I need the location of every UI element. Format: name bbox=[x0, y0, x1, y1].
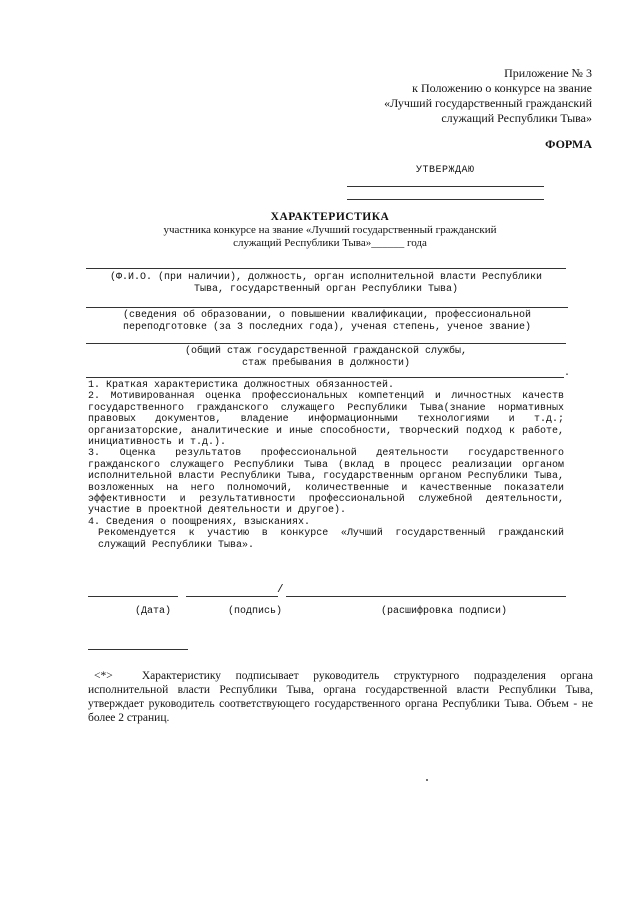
caption-experience-line-1: (общий стаж государственной гражданской службы, bbox=[184, 346, 468, 357]
paragraph-1: 1. Краткая характеристика должностных обязанностей. bbox=[88, 380, 395, 391]
appendix-line-4: служащий Республики Тыва» bbox=[441, 111, 592, 125]
footnote bbox=[88, 669, 593, 725]
approve-line-2 bbox=[347, 199, 544, 200]
field-line-education bbox=[86, 307, 568, 308]
caption-education bbox=[86, 310, 568, 334]
paragraph-3: 3. Оценка результатов профессиональной деятельности государственного гражданского служащего Республики Тыва (вклад в процесс реализации органом исполнительной власти Республики Тыва, государственным органом Республики Тыва, возложенных на него полномочий, количественные и качественные показатели эффективности и результативности профессиональной служебной деятельности, участие в проектной деятельности и другое). bbox=[88, 448, 564, 517]
field-line-experience bbox=[86, 343, 566, 344]
caption-name-line-2: Тыва, государственный орган Республики Тыва) bbox=[193, 284, 459, 295]
field-period: . bbox=[564, 368, 571, 379]
footnote-text: Характеристику подписывает руководитель структурного подразделения органа исполнительной власти Республики Тыва, органа государственной власти Республики Тыва, утверждает руководитель соответствующего государственного органа Республики Тыва. Объем - не более 2 страниц. bbox=[88, 670, 593, 724]
caption-education-line-2: переподготовке (за 3 последних года), ученая степень, ученое звание) bbox=[122, 322, 532, 333]
signature-line bbox=[186, 596, 278, 597]
appendix-line-2: к Положению о конкурсе на звание bbox=[412, 81, 592, 95]
appendix-line-3: «Лучший государственный гражданский bbox=[384, 96, 592, 110]
footnote-separator bbox=[88, 649, 188, 650]
caption-experience-line-2: стаж пребывания в должности) bbox=[241, 358, 411, 369]
signature-slash: / bbox=[277, 584, 284, 596]
field-line-after-experience bbox=[86, 377, 564, 378]
decode-caption: (расшифровка подписи) bbox=[381, 606, 508, 617]
approve-label: УТВЕРЖДАЮ bbox=[416, 165, 475, 176]
body-text bbox=[88, 380, 564, 551]
form-label: ФОРМА bbox=[545, 137, 592, 151]
caption-name bbox=[86, 272, 566, 296]
paragraph-2: 2. Мотивированная оценка профессиональных компетенций и личностных качеств государственного гражданского служащего Республики Тыва(знание нормативных правовых документов, владение информационными технологиями и т.д.; организаторские, аналитические и иные способности, творческий подход к работе, инициативность и т.д.). bbox=[88, 391, 564, 449]
approve-line-1 bbox=[347, 186, 544, 187]
title-line-2: участника конкурсе на звание «Лучший государственный гражданский bbox=[163, 224, 497, 236]
stray-dot bbox=[426, 779, 428, 781]
appendix-line-1: Приложение № 3 bbox=[504, 66, 592, 80]
signature-caption: (подпись) bbox=[228, 606, 283, 617]
title-line-3: служащий Республики Тыва»______ года bbox=[233, 237, 427, 249]
caption-experience bbox=[86, 346, 566, 370]
paragraph-4: 4. Сведения о поощрениях, взысканиях. bbox=[88, 516, 311, 528]
title-heading: ХАРАКТЕРИСТИКА bbox=[270, 211, 390, 223]
decode-line bbox=[286, 596, 566, 597]
caption-name-line-1: (Ф.И.О. (при наличии), должность, орган исполнительной власти Республики bbox=[109, 272, 543, 283]
date-caption: (Дата) bbox=[135, 606, 172, 617]
document-title bbox=[130, 211, 530, 250]
paragraph-5: Рекомендуется к участию в конкурсе «Лучший государственный гражданский служащий Республики Тыва». bbox=[98, 528, 564, 551]
date-line bbox=[88, 596, 178, 597]
field-line-name bbox=[86, 268, 566, 269]
caption-education-line-1: (сведения об образовании, о повышении квалификации, профессиональной bbox=[122, 310, 532, 321]
appendix-header bbox=[384, 66, 592, 126]
footnote-mark: <*> bbox=[94, 670, 113, 682]
